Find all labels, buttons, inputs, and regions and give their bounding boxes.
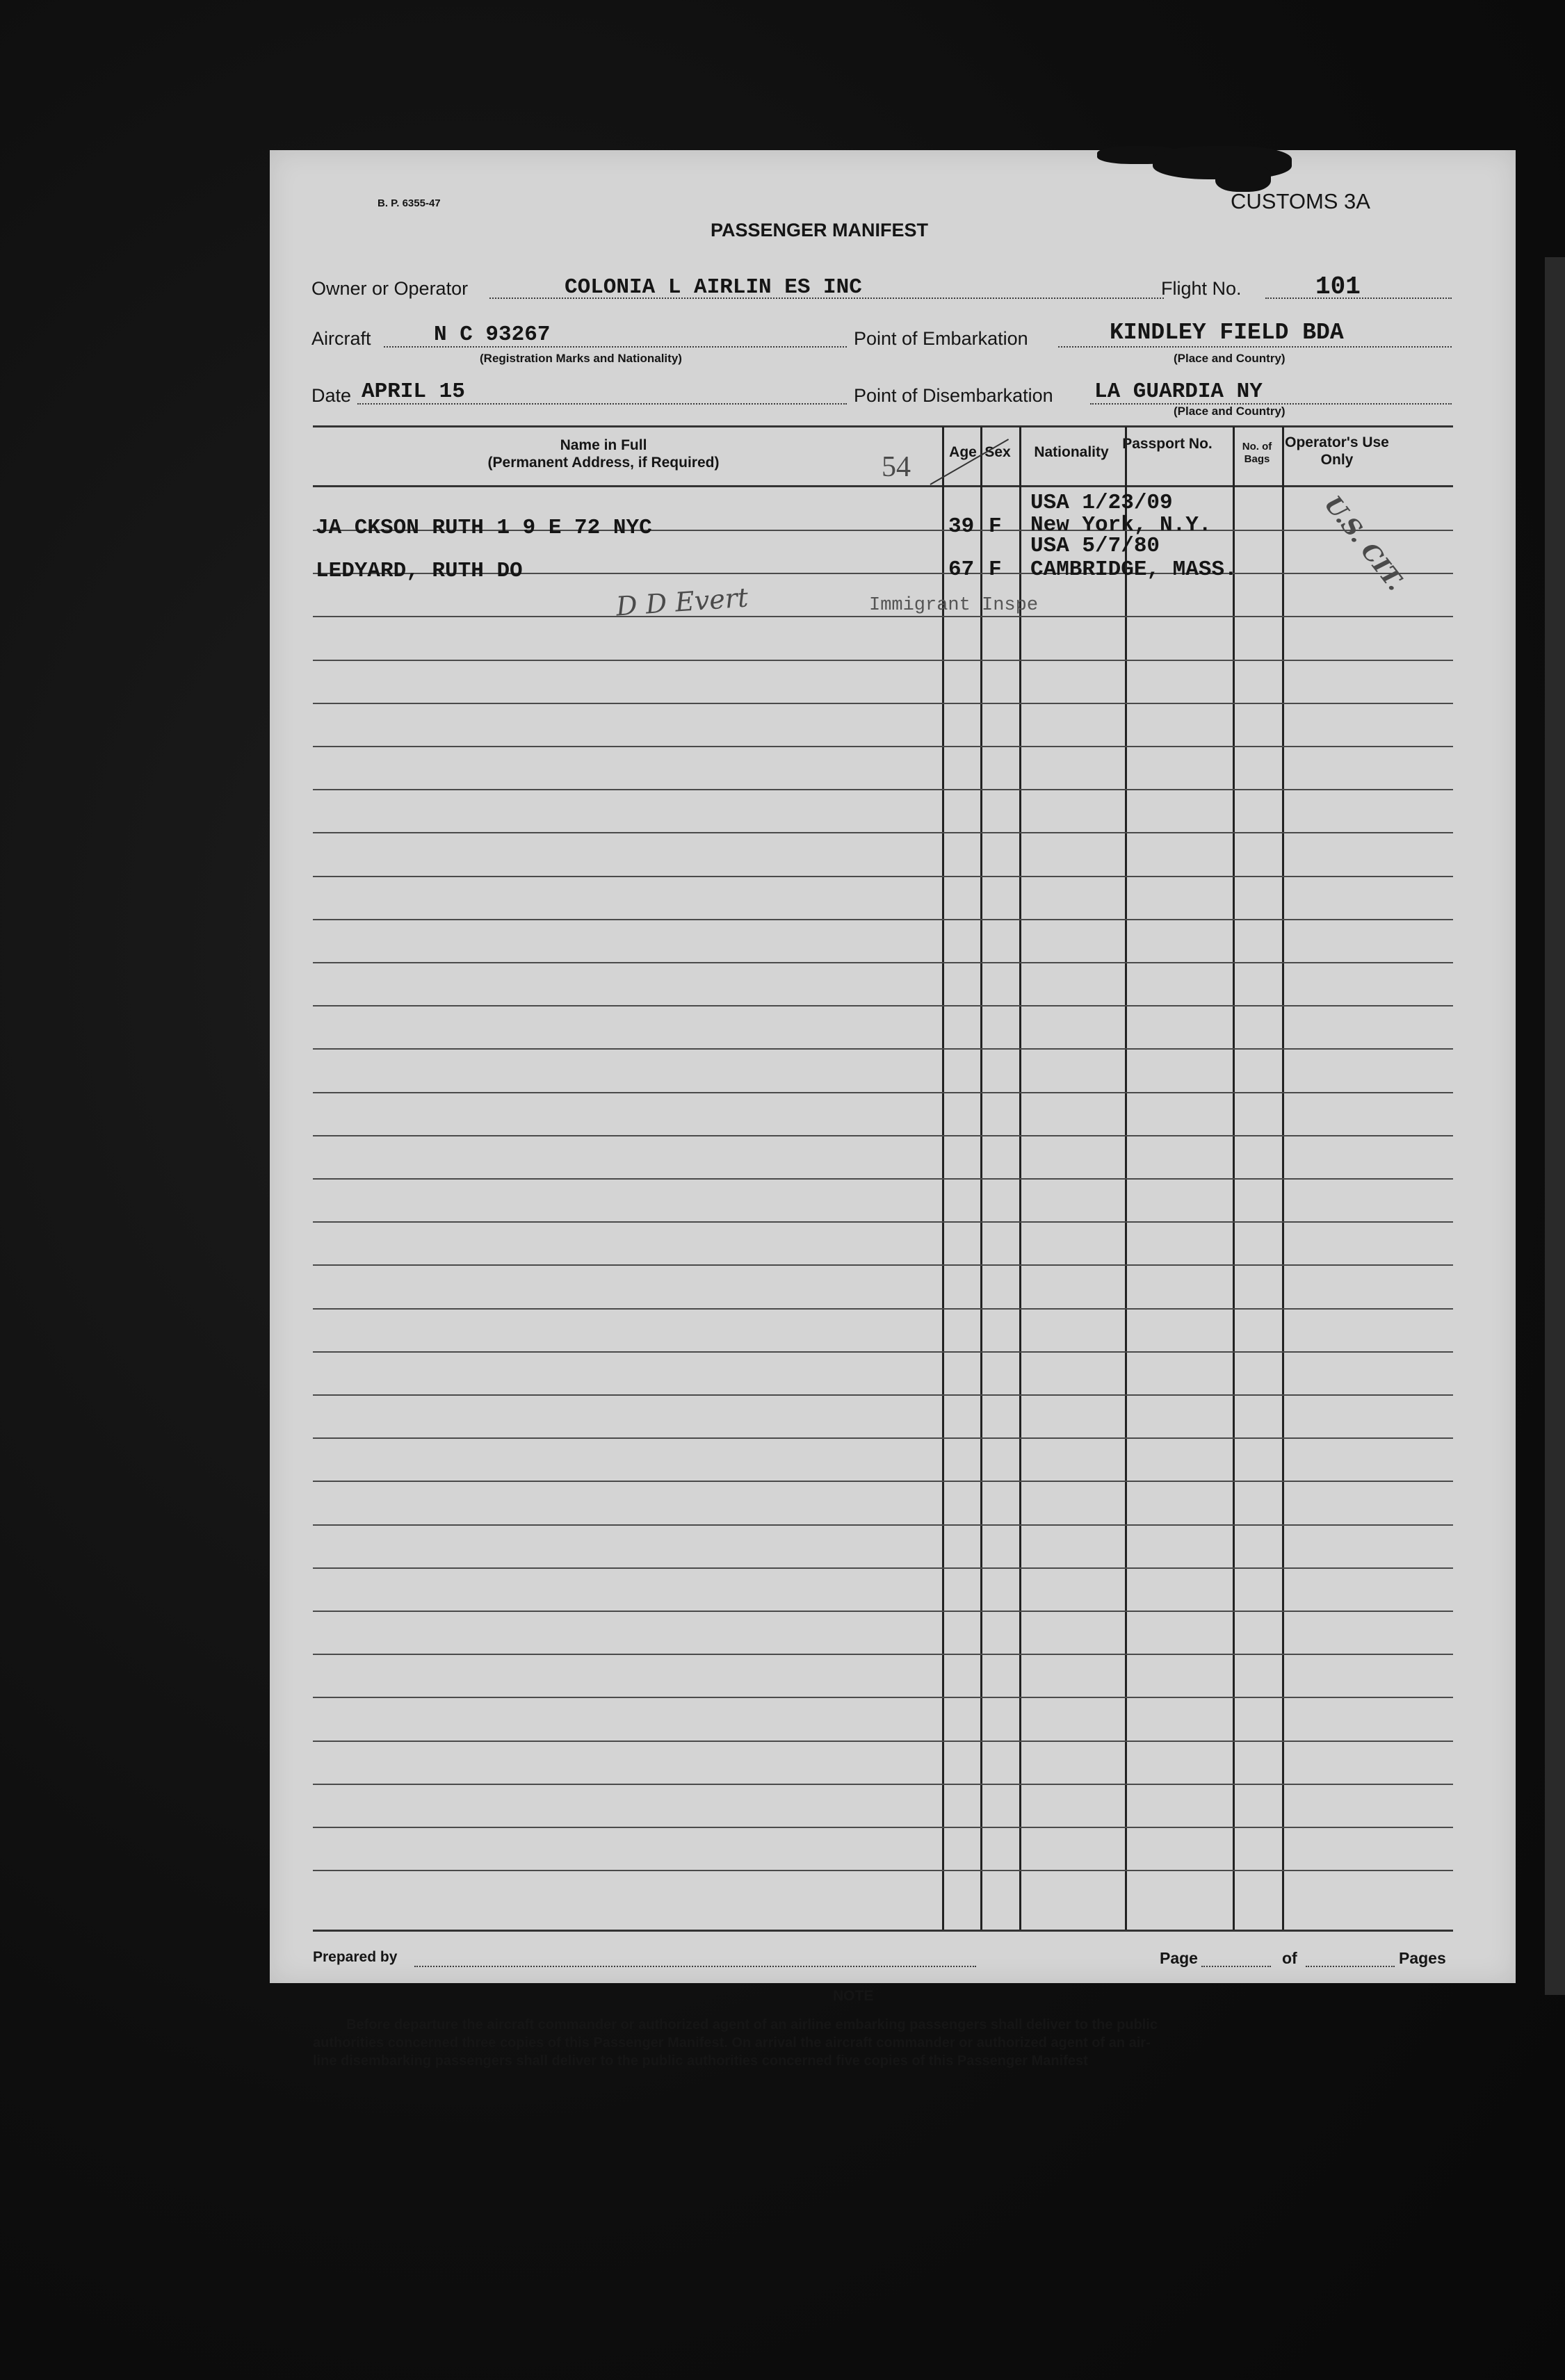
inspector-signature: D D Evert — [615, 582, 749, 622]
table-row-rule — [313, 1308, 1453, 1310]
date-value: APRIL 15 — [362, 380, 465, 404]
table-row-rule — [313, 1092, 1453, 1093]
count-mark: 54 — [882, 451, 911, 483]
disembark-label: Point of Disembarkation — [854, 385, 1053, 406]
table-row-rule — [313, 832, 1453, 833]
col-nationality-heading: Nationality — [1034, 444, 1109, 460]
passenger-2-nationality: USA 5/7/80 — [1030, 534, 1160, 558]
col-sex-heading: Sex — [984, 444, 1011, 460]
embark-value: KINDLEY FIELD BDA — [1110, 320, 1344, 345]
owner-label: Owner or Operator — [311, 278, 469, 299]
table-row-rule — [313, 1827, 1453, 1828]
table-row-rule — [313, 1784, 1453, 1785]
embark-caption: (Place and Country) — [1174, 352, 1286, 365]
table-row-rule — [313, 1351, 1453, 1353]
form-number: B. P. 6355-47 — [378, 197, 441, 209]
page-number-line — [1201, 1966, 1271, 1967]
flight-value: 101 — [1315, 272, 1361, 301]
table-row-rule — [313, 1654, 1453, 1655]
passenger-2-sex: F — [989, 557, 1002, 582]
disembark-value: LA GUARDIA NY — [1094, 380, 1263, 404]
table-row-rule — [313, 660, 1453, 661]
table-row-rule — [313, 1611, 1453, 1612]
passenger-2-birthplace: CAMBRIDGE, MASS. — [1030, 557, 1238, 582]
operator-mark: U.S. CIT. — [1318, 491, 1410, 596]
table-row-rule — [313, 789, 1453, 790]
table-row-rule — [313, 876, 1453, 877]
passenger-1-age: 39 — [948, 514, 975, 539]
passenger-2-age: 67 — [948, 557, 975, 582]
table-row-rule — [313, 1567, 1453, 1569]
table-row-rule — [313, 1481, 1453, 1482]
table-row-rule — [313, 1221, 1453, 1223]
form-title: PASSENGER MANIFEST — [711, 220, 929, 241]
flight-label: Flight No. — [1161, 278, 1242, 299]
page-label: Page — [1160, 1949, 1198, 1967]
disembark-caption: (Place and Country) — [1174, 405, 1286, 418]
passenger-1-birthplace: New York, N.Y. — [1030, 513, 1212, 537]
embark-line — [1058, 346, 1452, 348]
passenger-1-sex: F — [989, 514, 1002, 539]
date-label: Date — [311, 385, 352, 406]
table-row-rule — [313, 1741, 1453, 1742]
table-bottom-rule — [313, 1930, 1453, 1932]
table-row-rule — [313, 1524, 1453, 1526]
pages-label: Pages — [1399, 1949, 1446, 1967]
passenger-1-name: JA CKSON RUTH 1 9 E 72 NYC — [316, 516, 652, 540]
adjacent-page-edge — [1545, 257, 1565, 1995]
table-row-rule — [313, 1264, 1453, 1266]
aircraft-value: N C 93267 — [434, 323, 551, 347]
table-row-rule — [313, 1135, 1453, 1136]
table-row-rule — [313, 1870, 1453, 1871]
col-age-heading: Age — [949, 444, 977, 460]
table-row-rule — [313, 962, 1453, 963]
note-text-line-1: Before departure the aircraft commander or authorized agent of an airline embarking passengers shall deliver to the public — [346, 2017, 1158, 2032]
page-total-line — [1306, 1966, 1395, 1967]
note-text-line-3: line disembarking passengers shall deliver to the public authorities concerned five copies of this Passenger Manifest — [313, 2053, 1088, 2069]
passenger-2-name: LEDYARD, RUTH DO — [316, 559, 523, 583]
table-row-rule — [313, 616, 1453, 617]
note-title: NOTE — [833, 1988, 874, 2004]
table-row-rule — [313, 1437, 1453, 1439]
torn-edge — [1215, 164, 1271, 192]
passenger-1-nationality: USA 1/23/09 — [1030, 491, 1173, 515]
table-row-rule — [313, 1005, 1453, 1006]
prepared-label: Prepared by — [313, 1949, 398, 1965]
table-row-rule — [313, 746, 1453, 747]
col-operator-heading: Operator's Use Only — [1285, 434, 1389, 468]
table-row-rule — [313, 703, 1453, 704]
note-text-line-2: authorities concerned three copies of this Passenger Manifest. On arrival the aircraft commander or authorized agent of an air- — [313, 2035, 1151, 2051]
col-name-subtitle: (Permanent Address, if Required) — [487, 455, 720, 471]
col-passport-heading: Passport No. — [1122, 436, 1213, 452]
table-row-rule — [313, 1048, 1453, 1050]
col-name-title: Name in Full — [560, 437, 647, 453]
col-name-heading — [457, 437, 749, 471]
inspector-stamp: Immigrant Inspe — [869, 595, 1039, 616]
table-row-rule — [313, 1394, 1453, 1396]
table-row-rule — [313, 1697, 1453, 1698]
col-bags-heading: No. of Bags — [1242, 441, 1272, 465]
customs-label: CUSTOMS 3A — [1231, 189, 1370, 213]
owner-value: COLONIA L AIRLIN ES INC — [565, 275, 862, 300]
table-row-rule — [313, 1178, 1453, 1180]
prepared-line — [414, 1966, 976, 1967]
aircraft-caption: (Registration Marks and Nationality) — [480, 352, 682, 365]
embark-label: Point of Embarkation — [854, 328, 1028, 349]
manifest-page — [270, 150, 1516, 2069]
of-label: of — [1282, 1949, 1297, 1967]
table-row-rule — [313, 919, 1453, 920]
aircraft-label: Aircraft — [311, 328, 371, 349]
